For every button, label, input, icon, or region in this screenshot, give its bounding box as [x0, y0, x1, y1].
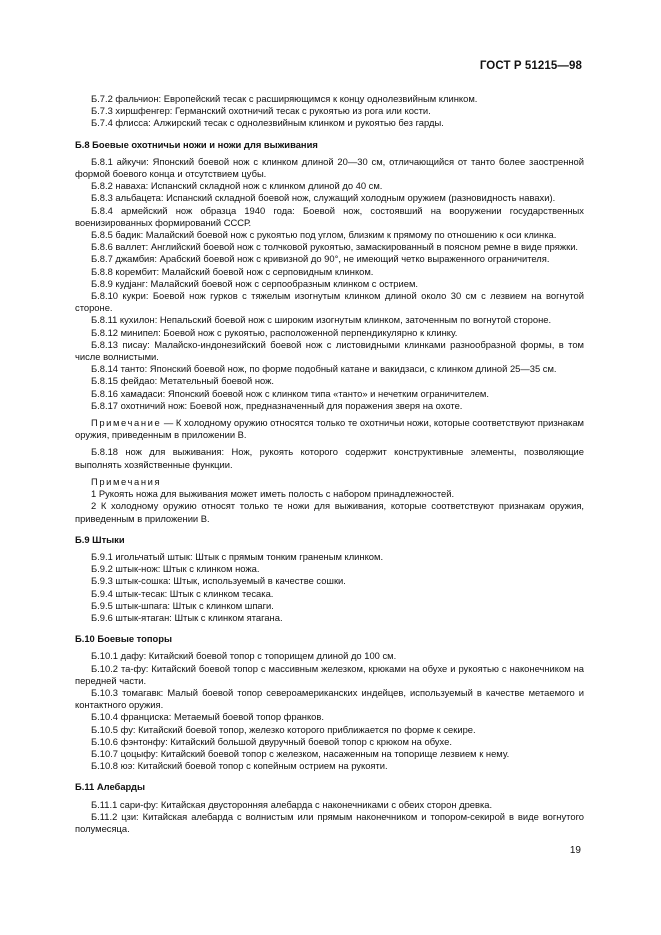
- clause-b10-5: Б.10.5 фу: Китайский боевой топор, железко которого приближается по форме к секире.: [91, 723, 476, 735]
- clause-b10-2: Б.10.2 та-фу: Китайский боевой топор с массивным железком, крюками на обухе и рукоятью с наконечником на передней части.: [75, 662, 584, 686]
- clause-b7-2: Б.7.2 фальчион: Европейский тесак с расширяющимся к концу однолезвийным клинком.: [91, 93, 478, 104]
- section-heading-b8: Б.8 Боевые охотничьи ножи и ножи для выживания: [75, 138, 318, 150]
- clause-b10-6: Б.10.6 фэнтонфу: Китайский большой двуручный боевой топор с крюком на обухе.: [91, 735, 452, 747]
- clause-b9-3: Б.9.3 штык-сошка: Штык, используемый в качестве сошки.: [91, 575, 346, 587]
- section-heading-b9: Б.9 Штыки: [75, 533, 125, 545]
- clause-b8-1: Б.8.1 айкучи: Японский боевой нож с клинком длиной 20—30 см, отличающийся от танто более заостренной формой боевого конца и отсутствием цубы.: [75, 155, 584, 180]
- clause-b8-3: Б.8.3 альбацета: Испанский складной боевой нож, служащий холодным оружием (разновидность навахи).: [91, 192, 556, 204]
- clause-b8-8: Б.8.8 корембит: Малайский боевой нож с серповидным клинком.: [91, 265, 374, 277]
- note-item-2: 2 К холодному оружию относят только те ножи для выживания, которые соответствуют признакам оружия, приведенным в приложении В.: [75, 500, 584, 524]
- section-heading-b10: Б.10 Боевые топоры: [75, 633, 172, 645]
- clause-b10-7: Б.10.7 цоцыфу: Китайский боевой топор с железком, насаженным на топорище лезвием к нему.: [91, 747, 510, 759]
- clause-b9-4: Б.9.4 штык-тесак: Штык с клинком тесака.: [91, 587, 274, 599]
- clause-b8-15: Б.8.15 фейдао: Метательный боевой нож.: [91, 375, 274, 387]
- clause-b10-1: Б.10.1 дафу: Китайский боевой топор с топорищем длиной до 100 см.: [91, 650, 397, 662]
- clause-b8-14: Б.8.14 танто: Японский боевой нож, по форме подобный катане и вакидзаси, с клинком длиной 25—35 см.: [91, 363, 557, 375]
- clause-b10-3: Б.10.3 томагавк: Малый боевой топор североамериканских индейцев, используемый в качестве метаемого и контактного оружия.: [75, 686, 584, 711]
- document-header: ГОСТ Р 51215—98: [479, 60, 582, 72]
- notes-label: Примечания: [91, 475, 162, 487]
- note-item-1: 1 Рукоять ножа для выживания может иметь полость с набором принадлежностей.: [91, 488, 455, 500]
- clause-b8-4: Б.8.4 армейский нож образца 1940 года: Боевой нож, состоявший на вооружении государственных военизированных формирований СССР.: [75, 204, 584, 228]
- clause-b8-16: Б.8.16 хамадаси: Японский боевой нож с клинком типа «танто» и нечетким ограничителем.: [91, 387, 489, 399]
- clause-b10-4: Б.10.4 франциска: Метаемый боевой топор франков.: [91, 711, 324, 723]
- note-b8: [75, 417, 584, 441]
- document-body: [75, 93, 584, 835]
- clause-b9-1: Б.9.1 игольчатый штык: Штык с прямым тонким граненым клинком.: [91, 550, 384, 562]
- clause-b8-18: Б.8.18 нож для выживания: Нож, рукоять которого содержит конструктивные элементы, позволяющие выполнять хозяйственные функции.: [75, 446, 584, 470]
- section-heading-b11: Б.11 Алебарды: [75, 781, 146, 793]
- clause-b8-17: Б.8.17 охотничий нож: Боевой нож, предназначенный для поражения зверя на охоте.: [91, 399, 463, 411]
- page-number: 19: [569, 845, 581, 856]
- clause-b9-6: Б.9.6 штык-ятаган: Штык с клинком ятагана.: [91, 611, 283, 623]
- clause-b11-2: Б.11.2 цзи: Китайская алебарда с волнистым или прямым наконечником и топором-секирой в виде вогнутого полумесяца.: [75, 810, 584, 834]
- clause-b8-10: Б.8.10 кукри: Боевой нож гурков с тяжелым изогнутым клинком длиной около 30 см с лезвием на вогнутой стороне.: [75, 290, 584, 314]
- clause-b8-5: Б.8.5 бадик: Малайский боевой нож с рукоятью под углом, близким к прямому по отношению к оси клинка.: [91, 229, 557, 241]
- clause-b10-8: Б.10.8 юэ: Китайский боевой топор с копейным острием на рукояти.: [91, 760, 388, 772]
- clause-b7-3: Б.7.3 хиршфенгер: Германский охотничий тесак с рукоятью из рога или кости.: [91, 105, 431, 117]
- clause-b7-4: Б.7.4 флисса: Алжирский тесак с однолезвийным клинком и рукоятью без гарды.: [91, 117, 444, 129]
- clause-b8-2: Б.8.2 наваха: Испанский складной нож с клинком длиной до 40 см.: [91, 180, 383, 192]
- clause-b9-2: Б.9.2 штык-нож: Штык с клинком ножа.: [91, 563, 260, 575]
- clause-b8-11: Б.8.11 кухилон: Непальский боевой нож с широким изогнутым клинком, заточенным по вогнутой стороне.: [91, 314, 552, 326]
- clause-b8-13: Б.8.13 писау: Малайско-индонезийский боевой нож с листовидными клинками разнообразной формы, в том числе волнистыми.: [75, 338, 584, 363]
- clause-b8-7: Б.8.7 джамбия: Арабский боевой нож с кривизной до 90°, не имеющий четко выраженного ограничителя.: [91, 253, 550, 265]
- note-label: Примечание: [91, 417, 162, 429]
- clause-b9-5: Б.9.5 штык-шпага: Штык с клинком шпаги.: [91, 599, 274, 611]
- clause-b8-6: Б.8.6 валлет: Английский боевой нож с толчковой рукоятью, замаскированный в поясном ремне в виде пряжки.: [91, 241, 579, 253]
- clause-b8-9: Б.8.9 кудjанг: Малайский боевой нож с серпообразным клинком с острием.: [91, 277, 418, 289]
- note-text: — К холодному оружию относятся только те охотничьи ножи, которые соответствуют признакам оружия, приведенным в приложении В.: [75, 417, 584, 441]
- clause-b8-12: Б.8.12 минипел: Боевой нож с рукоятью, расположенной перпендикулярно к клинку.: [91, 326, 458, 338]
- clause-b11-1: Б.11.1 сари-фу: Китайская двусторонняя алебарда с наконечниками с обеих сторон древка.: [91, 798, 493, 810]
